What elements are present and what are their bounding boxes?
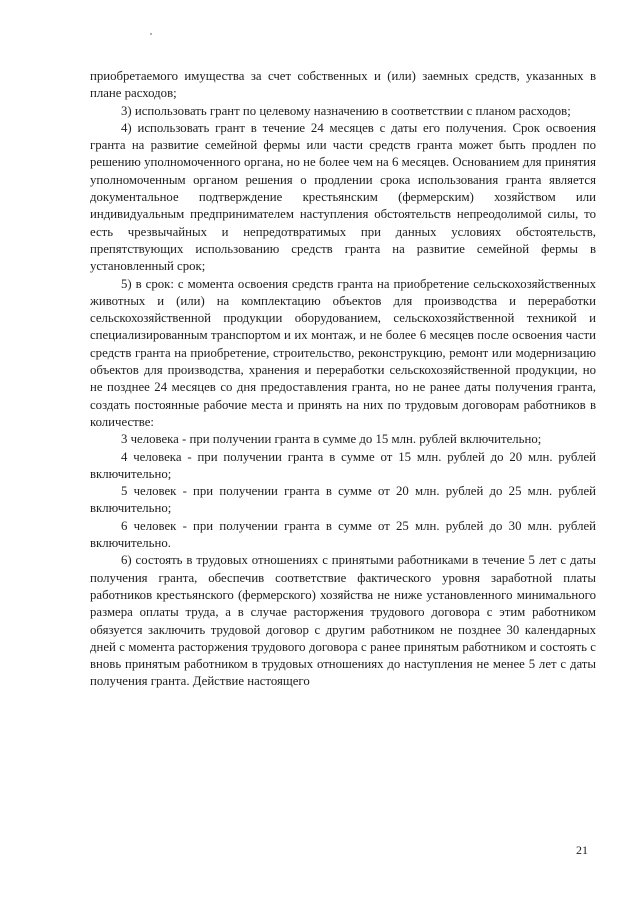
paragraph-workers-4: 4 человека - при получении гранта в сумме от 15 млн. рублей до 20 млн. рублей включительно; [90, 449, 596, 481]
body-text [90, 68, 596, 691]
paragraph-item-4: 4) использовать грант в течение 24 месяцев с даты его получения. Срок освоения гранта на развитие семейной фермы или части средств гранта может быть продлен по решению уполномоченного органа, но не более чем на 6 месяцев. Основанием для принятия уполномоченным органом решения о продлении срока использования гранта является документальное подтверждение крестьянским (фермерским) хозяйством или индивидуальным предпринимателем наступления обстоятельств непреодолимой силы, то есть чрезвычайных и непредотвратимых при данных условиях обстоятельств, препятствующих использованию средств гранта на развитие семейной фермы в установленный срок; [90, 120, 596, 274]
paragraph-item-5: 5) в срок: с момента освоения средств гранта на приобретение сельскохозяйственных животных и (или) на комплектацию объектов для производства и переработки сельскохозяйственной продукции оборудованием, сельскохозяйственной техникой и специализированным транспортом и их монтаж, и не более 6 месяцев после освоения части средств гранта на приобретение, строительство, реконструкцию, ремонт или модернизацию объектов для производства, хранения и переработки сельскохозяйственной продукции, но не позднее 24 месяцев со дня предоставления гранта, но не ранее даты получения гранта, создать постоянные рабочие места и принять на них по трудовым договорам работников в количестве: [90, 276, 596, 429]
paragraph-workers-3: 3 человека - при получении гранта в сумме до 15 млн. рублей включительно; [121, 432, 542, 447]
page-number: 21 [576, 843, 588, 857]
paragraph-continuation: приобретаемого имущества за счет собственных и (или) заемных средств, указанных в плане расходов; [90, 69, 596, 101]
paragraph-item-6: 6) состоять в трудовых отношениях с принятыми работниками в течение 5 лет с даты получения гранта, обеспечив соответствие фактического уровня заработной платы работников крестьянского (фермерского) хозяйства не ниже установленного минимального размера оплаты труда, а в случае расторжения трудового договора с этим работником обязуется заключить трудовой договор с другим работником не позднее 30 календарных дней с момента расторжения трудового договора с ранее принятым работником и состоять с вновь принятым работником в трудовых отношениях до наступления не менее 5 лет с даты получения гранта. Действие настоящего [90, 553, 596, 689]
paragraph-item-3: 3) использовать грант по целевому назначению в соответствии с планом расходов; [121, 103, 571, 118]
paragraph-workers-6: 6 человек - при получении гранта в сумме от 25 млн. рублей до 30 млн. рублей включительно. [90, 518, 596, 551]
scan-speck [150, 33, 152, 35]
paragraph-workers-5: 5 человек - при получении гранта в сумме от 20 млн. рублей до 25 млн. рублей включительно; [90, 484, 596, 516]
